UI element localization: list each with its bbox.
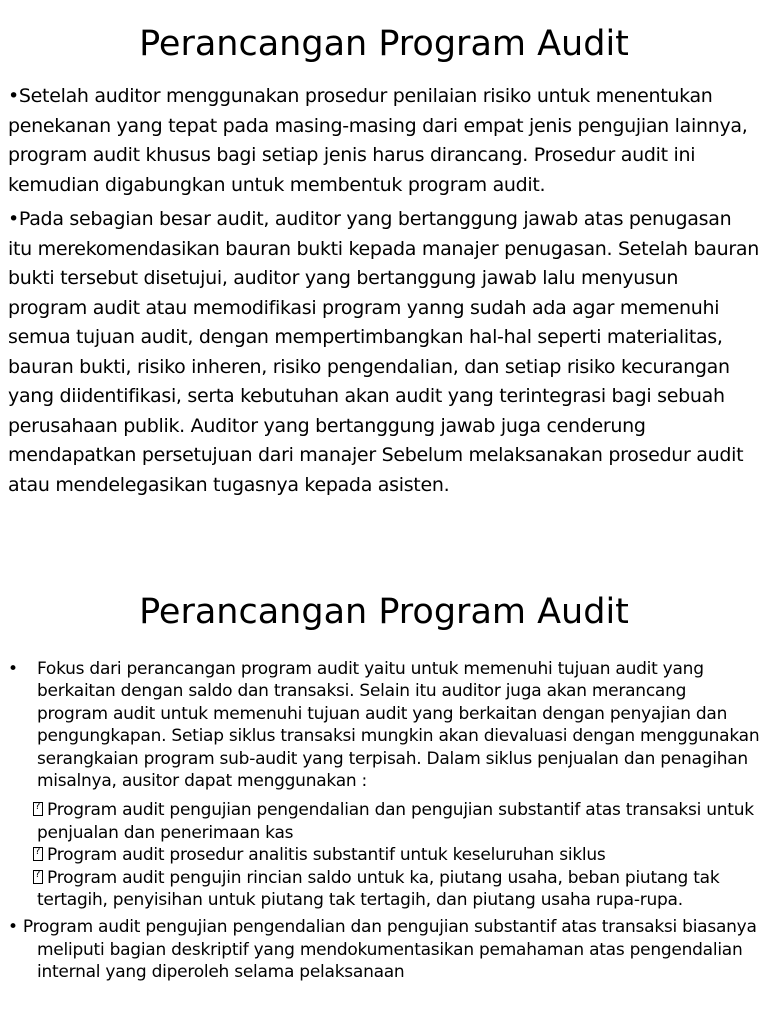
slide-2-sub-list bbox=[8, 799, 760, 911]
slide-1-paragraph-2: •Pada sebagian besar audit, auditor yang bertanggung jawab atas penugasan itu merekomendasikan bauran bukti kepada manajer penugasan. Setelah bauran bukti tersebut disetujui, auditor yang bertanggung jawab lalu menyusun program audit atau memodifikasi program yanng sudah ada agar memenuhi semua tujuan audit, dengan mempertimbangkan hal-hal seperti materialitas, bauran bukti, risiko inheren, risiko pengendalian, dan setiap risiko kecurangan yang diidentifikasi, serta kebutuhan akan audit yang terintegrasi bagi sebuah perusahaan publik. Auditor yang bertanggung jawab juga cenderung mendapatkan persetujuan dari manajer Sebelum melaksanakan prosedur audit atau mendelegasikan tugasnya kepada asisten. bbox=[8, 208, 759, 496]
slide-2-sub-item-3 bbox=[37, 867, 760, 912]
slide-1-title: Perancangan Program Audit bbox=[139, 24, 629, 64]
slide-2-sub-item-2 bbox=[37, 844, 760, 866]
missing-glyph-icon bbox=[33, 847, 43, 861]
sub-item-text: Program audit pengujian pengendalian dan pengujian substantif atas transaksi untuk penjualan dan penerimaan kas bbox=[37, 800, 754, 843]
slide-2-bullet-1-text: Fokus dari perancangan program audit yaitu untuk memenuhi tujuan audit yang berkaitan dengan saldo dan transaksi. Selain itu auditor juga akan merancang program audit untuk memenuhi tujuan audit yang berkaitan dengan penyajian dan pengungkapan. Setiap siklus transaksi mungkin akan dievaluasi dengan menggunakan serangkaian program sub-audit yang terpisah. Dalam siklus penjualan dan penagihan misalnya, ausitor dapat menggunakan : bbox=[37, 659, 760, 792]
slide-1-body bbox=[8, 82, 760, 505]
bullet-dot-icon: • bbox=[8, 659, 18, 679]
slide-2-bullet-2-text: • Program audit pengujian pengendalian dan pengujian substantif atas transaksi biasanya meliputi bagian deskriptif yang mendokumentasikan pemahaman atas pengendalian internal yang diperoleh selama pelaksanaan bbox=[8, 917, 757, 983]
slide-2-bullet-2 bbox=[8, 916, 760, 983]
slide-1-paragraph-1: •Setelah auditor menggunakan prosedur penilaian risiko untuk menentukan penekanan yang tepat pada masing-masing dari empat jenis pengujian lainnya, program audit khusus bagi setiap jenis harus dirancang. Prosedur audit ini kemudian digabungkan untuk membentuk program audit. bbox=[8, 85, 748, 196]
slide-2-body bbox=[8, 658, 760, 984]
sub-item-text: Program audit prosedur analitis substantif untuk keseluruhan siklus bbox=[47, 845, 606, 866]
missing-glyph-icon bbox=[33, 870, 43, 884]
slide-2 bbox=[0, 576, 768, 1024]
slide-2-bullet-1 bbox=[8, 658, 760, 911]
slide-2-title: Perancangan Program Audit bbox=[139, 592, 629, 632]
sub-item-text: Program audit pengujin rincian saldo untuk ka, piutang usaha, beban piutang tak tertagih, penyisihan untuk piutang tak tertagih, dan piutang usaha rupa-rupa. bbox=[37, 867, 720, 911]
slide-2-sub-item-1 bbox=[37, 799, 760, 844]
missing-glyph-icon bbox=[33, 802, 43, 816]
